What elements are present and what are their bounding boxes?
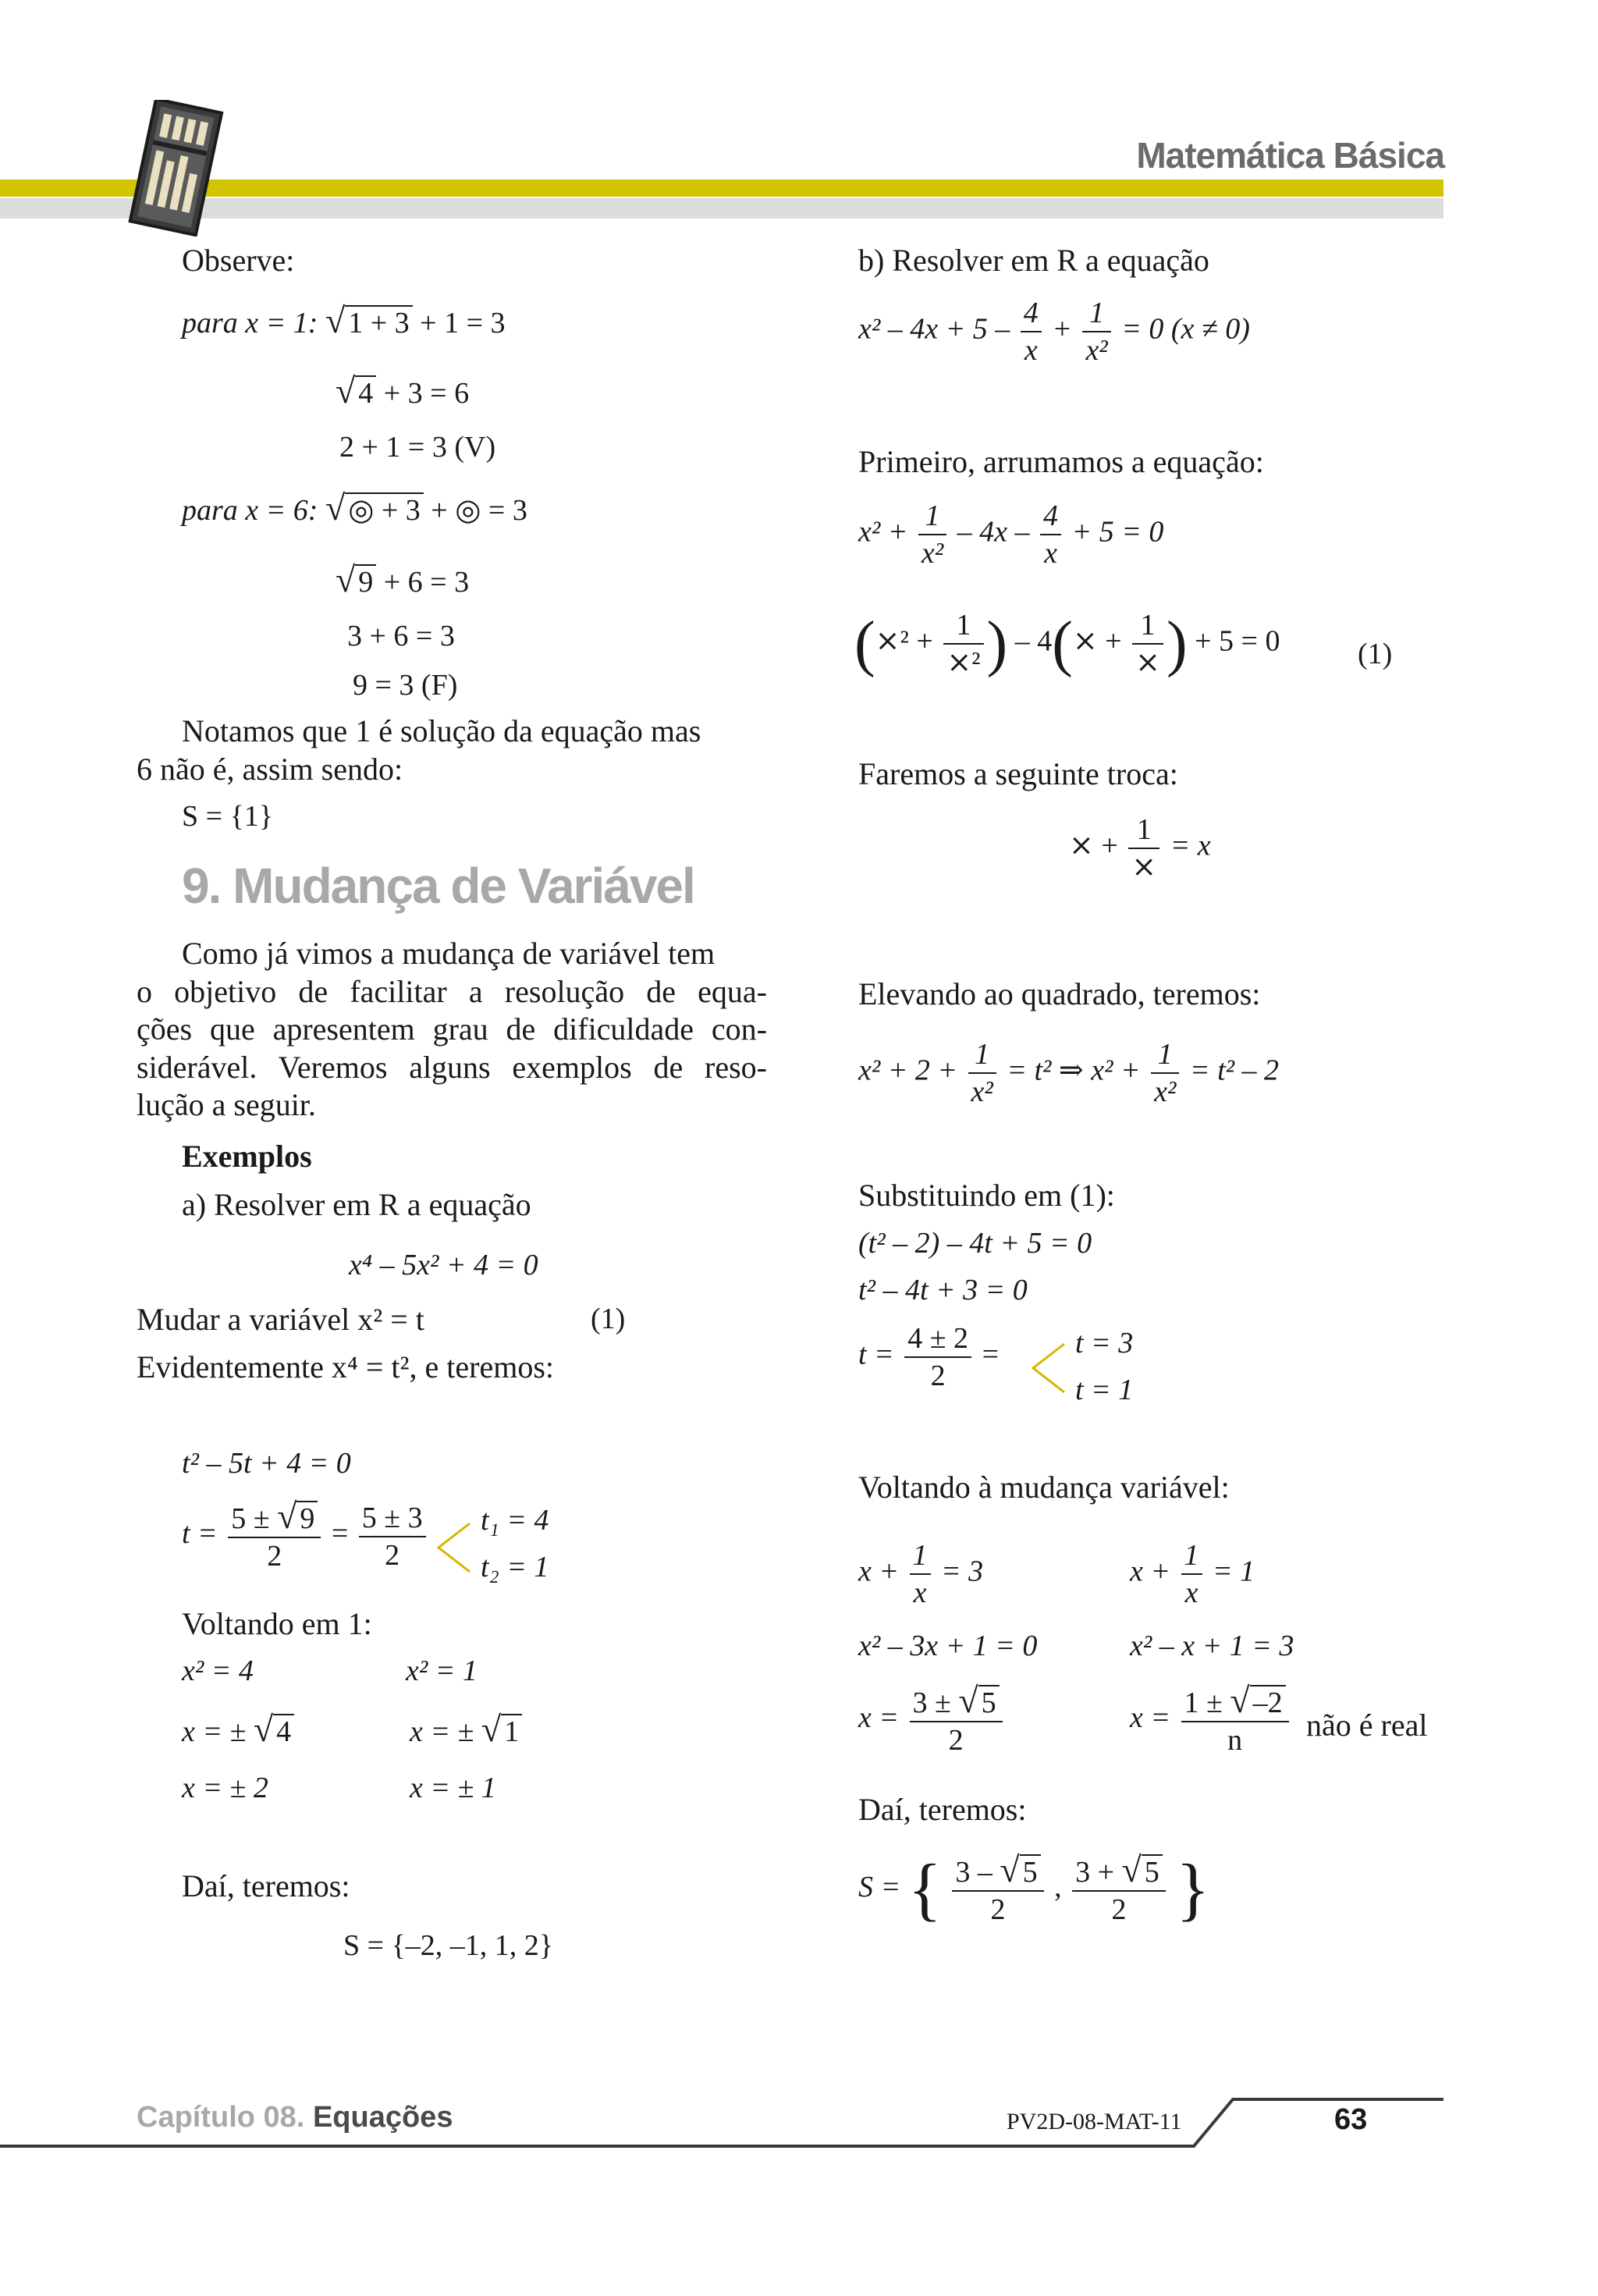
bracket-right xyxy=(1028,1341,1067,1395)
voltando-em-1: Voltando em 1: xyxy=(182,1606,372,1641)
voltando-mudanca: Voltando à mudança variável: xyxy=(858,1470,1230,1505)
t-eq-1: t = 1 xyxy=(1075,1374,1134,1406)
como-line-2: o objetivo de facilitar a resolução de equa- xyxy=(137,973,767,1009)
mudar-ref: (1) xyxy=(591,1303,626,1335)
como-line-1: Como já vimos a mudança de variável tem xyxy=(182,936,716,971)
footer-chapter: Capítulo 08. Equações xyxy=(137,2101,453,2134)
squared-equation: x² + 2 + $\frac{1}{\text{x²}}$ = t² ⇒ x² + $\frac{1}{\text{x²}}$ = t² – 2 xyxy=(858,1038,1280,1108)
example-b-label: b) Resolver em R a equação xyxy=(858,243,1209,278)
x-pm-1: x = ± 1 xyxy=(410,1772,496,1804)
elevando: Elevando ao quadrado, teremos: xyxy=(858,976,1261,1011)
nao-e-real: não é real xyxy=(1306,1708,1428,1743)
x-pm-sqrt1: x = ± √ 1 xyxy=(410,1711,522,1750)
equation-t: t² – 5t + 4 = 0 xyxy=(182,1447,351,1480)
t1-value: t₁ = 4 xyxy=(481,1504,549,1537)
equation-arranged: x² + $\frac{1}{\text{x²}}$ – 4x – $\frac{4}{x}$ + 5 = 0 xyxy=(858,499,1164,570)
troca-equation: ⨯ + $\frac{1}{⨯}$ = x xyxy=(1069,813,1211,883)
faremos: Faremos a seguinte troca: xyxy=(858,756,1178,791)
como-line-4: siderável. Veremos alguns exemplos de reso- xyxy=(137,1049,767,1085)
notamos-1: Notamos que 1 é solução da equação mas xyxy=(182,713,701,748)
back-eq-1: x + $\frac{1}{x}$ = 3 xyxy=(858,1539,984,1609)
para6-label: para x = 6: xyxy=(182,494,318,527)
solution-s1: S = {1} xyxy=(182,800,274,833)
line-f: 9 = 3 (F) xyxy=(353,669,458,702)
root-eq-2: x = $\frac{1 \pm √ -2}{n}$ xyxy=(1130,1683,1292,1758)
back-eq-2: x + $\frac{1}{x}$ = 1 xyxy=(1130,1539,1255,1609)
example-a-label: a) Resolver em R a equação xyxy=(182,1187,531,1222)
substituindo: Substituindo em (1): xyxy=(858,1178,1115,1213)
footer-code: PV2D-08-MAT-11 xyxy=(1007,2109,1182,2134)
page-number: 63 xyxy=(1334,2103,1368,2136)
x2-eq-4: x² = 4 xyxy=(182,1654,254,1687)
frac-5-sqrt9: $\frac{5 \pm √ 9}{2}$ xyxy=(228,1498,321,1574)
frac-5-3: $\frac{5 \pm 3}{2}$ xyxy=(359,1500,426,1573)
line-v: 2 + 1 = 3 (V) xyxy=(339,431,496,464)
como-line-5: lução a seguir. xyxy=(137,1087,316,1122)
mudar-variavel: Mudar a variável x² = t xyxy=(137,1302,424,1337)
bracket-left xyxy=(434,1520,473,1575)
dai-left: Daí, teremos: xyxy=(182,1868,350,1903)
exemplos-heading: Exemplos xyxy=(182,1139,312,1174)
sqrt-1: √ 1 + 3 xyxy=(325,303,413,341)
abacus-logo-icon xyxy=(125,100,226,236)
line-para-x6: para x = 6: √ ◎ + 3 + ◎ = 3 xyxy=(182,488,527,528)
equation-a: x⁴ – 5x² + 4 = 0 xyxy=(349,1249,538,1281)
sqrt-6: √ ◎ + 3 xyxy=(325,490,424,528)
como-line-3: ções que apresentem grau de dificuldade con- xyxy=(137,1011,767,1047)
solution-final-left: S = {–2, –1, 1, 2} xyxy=(343,1929,554,1962)
equation-b: x² – 4x + 5 – $\frac{4}{x}$ + $\frac{1}{\text{x²}}$ = 0 (x ≠ 0) xyxy=(858,297,1250,367)
dai-right: Daí, teremos: xyxy=(858,1792,1027,1827)
sub-line-2: t² – 4t + 3 = 0 xyxy=(858,1274,1028,1306)
quadratic-2: x² – x + 1 = 3 xyxy=(1130,1630,1294,1662)
section-title: 9. Mudança de Variável xyxy=(182,858,694,914)
quadratic-1: x² – 3x + 1 = 0 xyxy=(858,1630,1038,1662)
para1-label: para x = 1: xyxy=(182,307,318,339)
evidentemente: Evidentemente x⁴ = t², e teremos: xyxy=(137,1349,554,1384)
t-eq-3: t = 3 xyxy=(1075,1327,1134,1359)
observe-label: Observe: xyxy=(182,243,295,278)
solution-final-right: S = { $\frac{3 - √ 5}{2}$ , $\frac{3 + √ 5}{2}$ } xyxy=(858,1850,1210,1928)
x2-eq-1: x² = 1 xyxy=(406,1654,478,1687)
sub-line-1: (t² – 2) – 4t + 5 = 0 xyxy=(858,1227,1092,1260)
eq3-ref: (1) xyxy=(1358,638,1393,670)
line-sqrt4: √ 4 + 3 = 6 xyxy=(336,371,470,411)
primeiro: Primeiro, arrumamos a equação: xyxy=(858,444,1264,479)
line-para-x1: para x = 1: √ 1 + 3 + 1 = 3 xyxy=(182,300,506,340)
header-title: Matemática Básica xyxy=(1136,135,1444,176)
root-eq-1: x = $\frac{3 \pm √ 5}{2}$ xyxy=(858,1683,1006,1758)
t-formula-right: t = $\frac{4 \pm 2}{2}$ = xyxy=(858,1322,999,1392)
intro-paragraph xyxy=(137,935,767,1125)
line-3-6: 3 + 6 = 3 xyxy=(347,620,455,652)
x-pm-sqrt4: x = ± √ 4 xyxy=(182,1711,294,1750)
t-formula: t = $\frac{5 \pm √ 9}{2}$ = $\frac{5 \pm 3}{2}$ xyxy=(182,1498,429,1574)
t2-value: t₂ = 1 xyxy=(481,1551,549,1583)
equation-grouped: (⨯² + $\frac{1}{\text{⨯²}}$ ) – 4(⨯ + $\frac{1}{⨯}$ ) + 5 = 0 xyxy=(854,609,1280,679)
line-sqrt9: √ 9 + 6 = 3 xyxy=(336,560,470,599)
x-pm-2: x = ± 2 xyxy=(182,1772,268,1804)
notamos-2: 6 não é, assim sendo: xyxy=(137,752,403,787)
